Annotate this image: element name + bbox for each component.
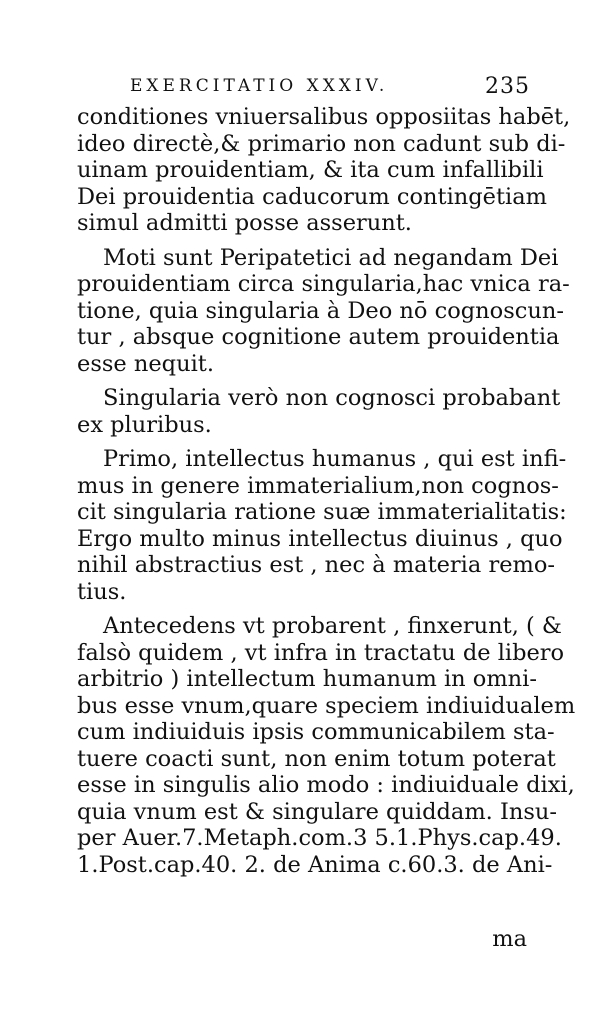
text-line: tur , absque cognitione autem prouidentia [77,324,560,350]
text-line: nihil abstractius est , nec à materia remo- [77,552,555,578]
page-number: 235 [485,74,530,99]
text-line: mus in genere immaterialium,non cognos- [77,472,559,499]
text-line: Singularia verò non cognosci probabant [103,385,561,411]
text-line: esse in singulis alio modo : indiuiduale dixi, [77,772,575,798]
text-line: Ergo multo minus intellectus diuinus , quo [77,525,563,552]
text-line: simul admitti posse asserunt. [77,210,412,236]
text-line: tuere coacti sunt, non enim totum poterat [77,745,556,772]
body-text [77,104,576,878]
running-title: EXERCITATIO XXXIV. [130,76,389,96]
text-line: prouidentiam circa singularia,hac vnica ra- [77,271,570,297]
text-line: tius. [77,578,127,605]
text-line: conditiones vniuersalibus opposiitas habēt, [77,104,571,130]
catchword: ma [492,926,527,952]
text-line: Dei prouidentia caducorum contingētiam [77,183,547,210]
text-line: cit singularia ratione suæ immaterialitatis: [77,499,567,525]
paragraph-gap [77,377,527,385]
paragraph-gap [77,237,527,245]
text-line: 1.Post.cap.40. 2. de Anima c.60.3. de Ani- [77,851,553,878]
text-line: bus esse vnum,quare speciem indiuidualem [77,692,576,719]
text-line: ideo directè,& primario non cadunt sub di- [77,130,566,157]
text-line: cum indiuiduis ipsis communicabilem sta- [77,719,555,745]
text-line: per Auer.7.Metaph.com.3 5.1.Phys.cap.49. [77,825,562,851]
text-line: arbitrio ) intellectum humanum in omni- [77,666,537,692]
text-line: ex pluribus. [77,411,212,438]
text-line: esse nequit. [77,350,214,377]
text-line: Primo, intellectus humanus , qui est infi- [103,446,567,472]
paragraph-gap [77,438,527,446]
text-line: falsò quidem , vt infra in tractatu de libero [77,639,565,666]
running-header [130,76,530,106]
text-line: Antecedens vt probarent , finxerunt, ( & [103,613,562,639]
paragraph-gap [77,605,527,613]
text-line: uinam prouidentiam, & ita cum infallibili [77,157,544,183]
text-line: quia vnum est & singulare quiddam. Insu- [77,798,558,825]
text-line: tione, quia singularia à Deo nō cognoscun- [77,297,564,324]
text-line: Moti sunt Peripatetici ad negandam Dei [103,244,559,271]
